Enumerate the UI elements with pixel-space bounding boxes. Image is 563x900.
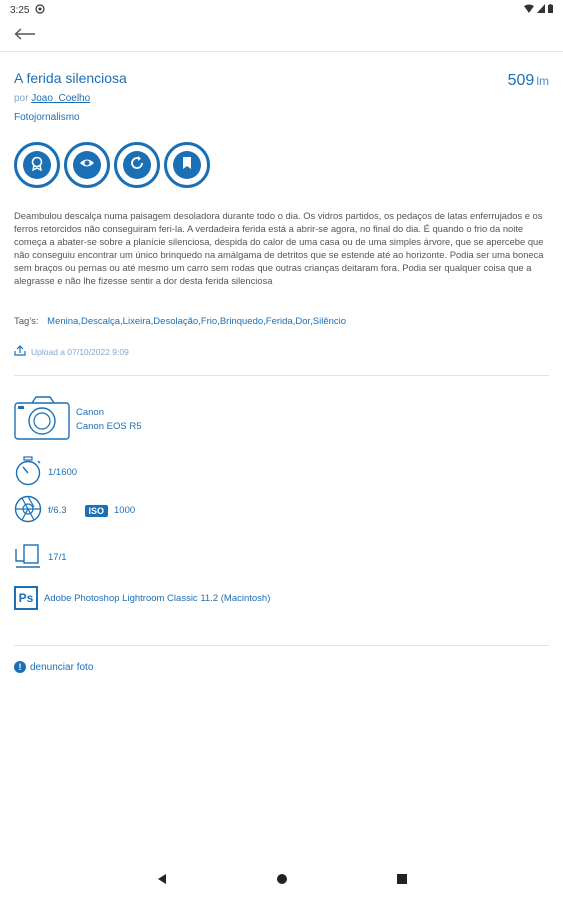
app-bar (0, 20, 563, 52)
views-count (508, 72, 549, 90)
status-bar (0, 0, 563, 20)
badge-award[interactable] (14, 142, 60, 188)
battery-icon (548, 4, 553, 16)
camera-model: Canon EOS R5 (76, 420, 142, 432)
iso-value: 1000 (114, 505, 136, 516)
exif-shutter (14, 456, 77, 489)
iso-badge: ISO (85, 505, 109, 517)
views-unit: lm (536, 74, 549, 88)
views-number: 509 (507, 72, 535, 89)
report-photo-button[interactable] (14, 661, 93, 673)
square-recents-icon (396, 872, 408, 890)
camera-icon (14, 395, 70, 444)
badge-eye[interactable] (64, 142, 110, 188)
tags-label: Tag's: (14, 316, 39, 327)
upload-row (14, 345, 129, 358)
exif-software (14, 586, 270, 610)
nav-recents-button[interactable] (390, 869, 414, 893)
photo-title: A ferida silenciosa (14, 70, 127, 86)
divider (14, 645, 549, 646)
upload-date: Upload a 07/10/2022 9:09 (31, 346, 129, 357)
author-line (14, 93, 90, 104)
back-button[interactable] (12, 24, 38, 48)
eye-icon (79, 155, 95, 176)
exif-camera (14, 395, 141, 444)
nav-home-button[interactable] (270, 869, 294, 893)
status-time: 3:25 (10, 4, 30, 16)
system-nav-bar (0, 862, 563, 900)
circle-home-icon (276, 872, 288, 890)
category-link[interactable]: Fotojornalismo (14, 112, 80, 123)
wifi-icon (524, 4, 534, 16)
badge-bookmark[interactable] (164, 142, 210, 188)
arrow-left-icon (14, 27, 36, 45)
aperture-icon (14, 495, 42, 526)
notification-icon (35, 4, 45, 17)
exif-aperture (14, 495, 135, 526)
triangle-back-icon (156, 872, 168, 890)
upload-icon (14, 345, 26, 358)
focal-value: 17/1 (48, 552, 67, 563)
photoshop-icon: Ps (14, 586, 38, 610)
bookmark-icon (179, 155, 195, 176)
stopwatch-icon (14, 456, 42, 489)
badge-refresh[interactable] (114, 142, 160, 188)
lens-icon (14, 543, 42, 572)
author-prefix: por (14, 93, 29, 104)
shutter-value: 1/1600 (48, 467, 78, 478)
exif-focal (14, 543, 67, 572)
author-link[interactable]: Joao_Coelho (31, 93, 91, 104)
divider (14, 375, 549, 376)
tags-list[interactable]: Menina,Descalça,Lixeira,Desolação,Frio,Brinquedo,Ferida,Dor,Silêncio (47, 316, 347, 327)
nav-back-button[interactable] (150, 869, 174, 893)
software-value: Adobe Photoshop Lightroom Classic 11.2 (Macintosh) (44, 592, 271, 604)
aperture-value: f/6.3 (48, 505, 67, 516)
award-icon (29, 155, 45, 176)
signal-icon (537, 4, 545, 16)
refresh-icon (129, 155, 145, 176)
info-icon: ! (14, 661, 26, 673)
badges-row (14, 142, 210, 188)
photo-description: Deambulou descalça numa paisagem desoladora durante todo o dia. Os vidros partidos, os pedaços de latas enferrujados e os ferros retorcidos não conseguiram feri-la. A verdadeira ferida está a abrir-se agora, no final do dia. É quando o frio da noite começa a abater-se sobre a planície silenciosa, despida do calor de uma casa ou de uma simples árvore, que se apercebe que não conseguiu encontrar um único brinquedo na amálgama de detritos que se estende até ao horizonte. Podia ser uma boneca sem braços ou pernas ou até mesmo um carro sem rodas que outras crianças deitaram fora. Podia ser qualquer coisa que a alegrasse e não lhe fizesse sentir a dor desta ferida silenciosa (14, 210, 544, 286)
tags-row (14, 316, 346, 327)
report-label: denunciar foto (30, 661, 94, 673)
camera-brand: Canon (76, 406, 104, 418)
